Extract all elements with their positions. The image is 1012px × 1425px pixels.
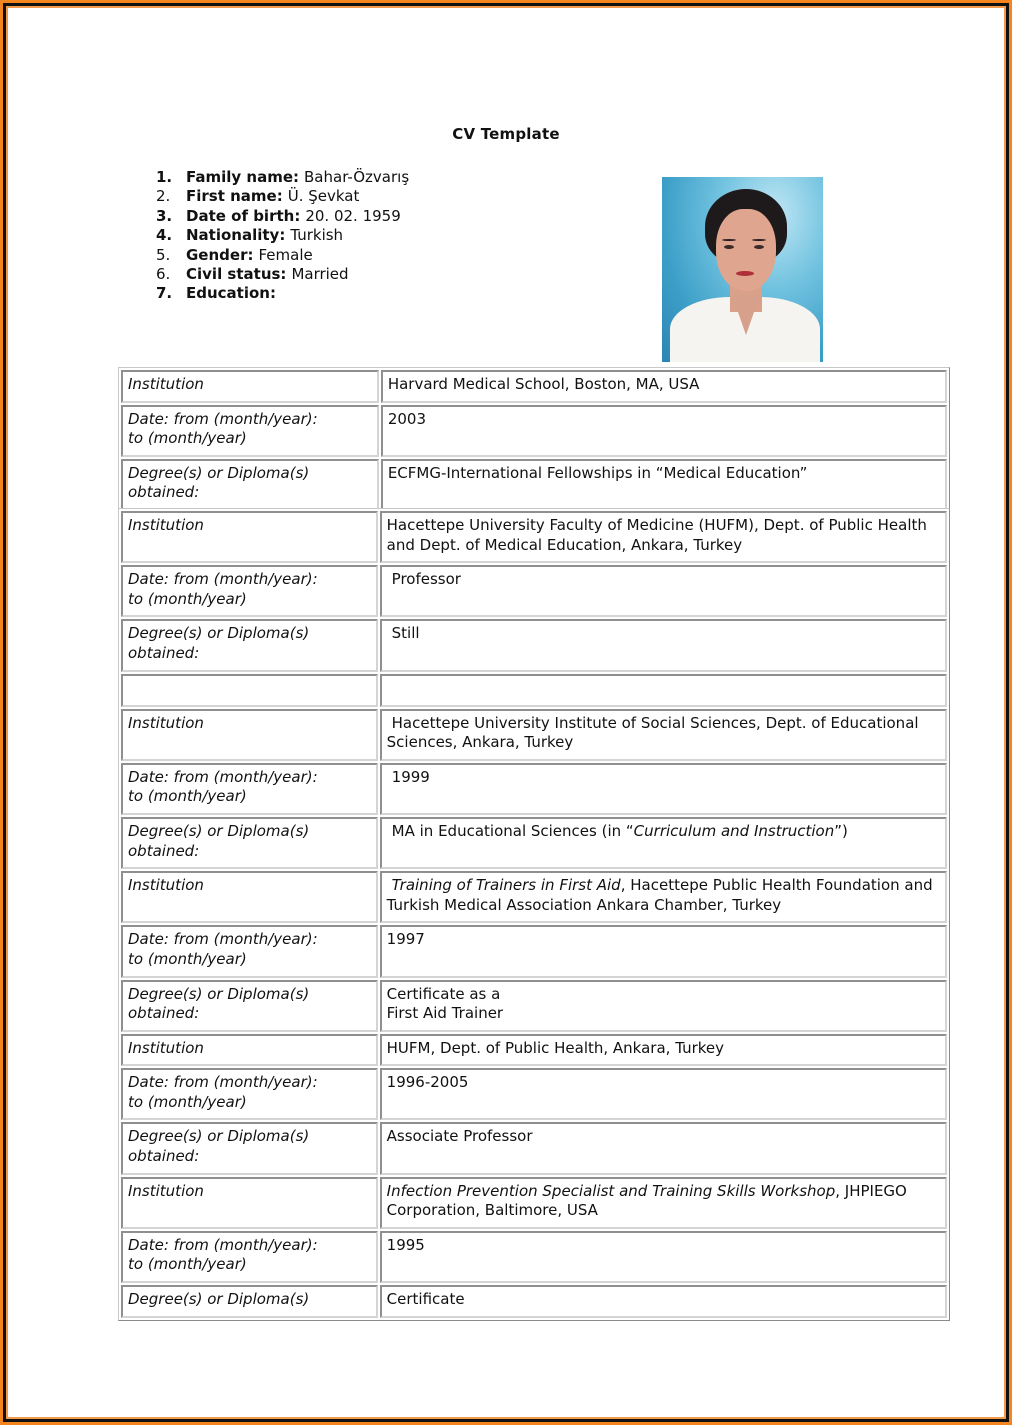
degree-line: First Aid Trainer <box>386 1004 504 1023</box>
label-cell <box>121 763 378 815</box>
table-row <box>121 925 947 977</box>
info-item-family-name <box>156 168 409 187</box>
degree-text: MA in Educational Sciences (in “ <box>391 821 634 840</box>
label-line: Date: from (month/year): <box>128 409 318 428</box>
item-number: 1. <box>156 168 173 186</box>
label-cell <box>121 980 378 1032</box>
table-row <box>121 619 947 671</box>
value-cell: 1995 <box>380 1231 947 1283</box>
label-cell: Institution <box>121 511 378 563</box>
label-cell: Degree(s) or Diploma(s) <box>121 1285 378 1318</box>
label-line: Date: from (month/year): <box>128 767 318 786</box>
value-cell: Associate Professor <box>380 1122 947 1174</box>
label-cell: Institution <box>121 370 379 403</box>
label-cell <box>121 1122 378 1174</box>
label-cell <box>121 565 378 617</box>
label-line: obtained: <box>128 1004 200 1023</box>
item-label: Education: <box>186 284 276 303</box>
value-cell: Hacettepe University Institute of Social Sciences, Dept. of Educational Sciences, Ankara, Turkey <box>380 709 947 761</box>
label-cell <box>121 619 378 671</box>
label-line: Degree(s) or Diploma(s) <box>128 1127 310 1146</box>
label-line: obtained: <box>128 643 200 662</box>
item-value: Bahar-Özvarış <box>304 168 410 186</box>
label-line: Date: from (month/year): <box>128 930 318 949</box>
item-number: 2. <box>156 187 171 206</box>
info-item-nationality <box>156 226 409 245</box>
education-table-1 <box>118 367 950 514</box>
table-row <box>121 1177 947 1229</box>
empty-separator-row <box>121 674 947 707</box>
document-title: CV Template <box>452 125 560 143</box>
label-line: obtained: <box>128 841 200 860</box>
photo-brow <box>752 239 766 241</box>
label-line: to (month/year) <box>128 787 247 806</box>
info-item-gender <box>156 246 409 265</box>
degree-text: ”) <box>834 821 848 840</box>
item-number: 7. <box>156 284 173 303</box>
info-item-first-name <box>156 187 409 206</box>
table-row <box>121 565 947 617</box>
label-cell <box>121 1068 378 1120</box>
education-table-2 <box>118 508 950 1321</box>
label-cell: Institution <box>121 709 378 761</box>
photo-eye <box>724 245 734 249</box>
institution-text: , Hacettepe Public Health Foundation and Turkish Medical Association Ankara Chamber, Turkey <box>386 876 933 914</box>
label-cell <box>121 1231 378 1283</box>
item-value: Ü. Şevkat <box>287 187 360 206</box>
label-line: to (month/year) <box>128 1092 247 1111</box>
table-row <box>121 763 947 815</box>
label-line: Date: from (month/year): <box>128 1073 318 1092</box>
label-cell <box>121 405 379 457</box>
item-value: 20. 02. 1959 <box>305 206 401 225</box>
label-line: Date: from (month/year): <box>128 570 318 589</box>
item-label: Gender: <box>186 245 254 264</box>
item-label: First name: <box>186 187 283 206</box>
portrait-photo <box>662 177 823 362</box>
table-row <box>121 871 947 923</box>
table-row <box>121 511 947 563</box>
label-line: to (month/year) <box>128 429 247 448</box>
table-row <box>121 1068 947 1120</box>
info-item-civil-status <box>156 265 409 284</box>
empty-cell <box>121 674 378 707</box>
degree-italic-text: Curriculum and Instruction <box>633 821 835 840</box>
item-value: Female <box>258 245 313 264</box>
table-row <box>121 370 947 403</box>
item-value: Married <box>291 265 349 284</box>
label-cell <box>121 459 379 511</box>
photo-lips <box>736 271 754 276</box>
label-line: Degree(s) or Diploma(s) <box>128 463 310 482</box>
table-row <box>121 709 947 761</box>
item-number: 4. <box>156 226 173 245</box>
label-cell: Institution <box>121 1034 378 1067</box>
value-cell: Harvard Medical School, Boston, MA, USA <box>381 370 947 403</box>
table-row <box>121 980 947 1032</box>
table-row <box>121 1285 947 1318</box>
table-row <box>121 1122 947 1174</box>
value-cell: HUFM, Dept. of Public Health, Ankara, Turkey <box>380 1034 947 1067</box>
value-cell: 1996-2005 <box>380 1068 947 1120</box>
label-line: Date: from (month/year): <box>128 1235 318 1254</box>
value-cell: 2003 <box>381 405 947 457</box>
label-cell: Institution <box>121 1177 378 1229</box>
item-value: Turkish <box>290 226 344 245</box>
label-line: to (month/year) <box>128 1255 247 1274</box>
label-line: to (month/year) <box>128 589 247 608</box>
value-cell: Hacettepe University Faculty of Medicine (HUFM), Dept. of Public Health and Dept. of Medical Education, Ankara, Turkey <box>380 511 947 563</box>
item-number: 5. <box>156 245 171 264</box>
item-number: 6. <box>156 265 171 284</box>
value-cell: 1997 <box>380 925 947 977</box>
label-cell <box>121 925 378 977</box>
label-line: to (month/year) <box>128 949 247 968</box>
value-cell <box>380 1177 947 1229</box>
institution-italic-text: Infection Prevention Specialist and Training Skills Workshop <box>386 1181 836 1200</box>
label-cell: Institution <box>121 871 378 923</box>
degree-line: Certificate as a <box>386 984 501 1003</box>
label-cell <box>121 817 378 869</box>
item-label: Civil status: <box>186 265 287 284</box>
photo-face <box>716 209 776 291</box>
info-item-education <box>156 284 409 303</box>
empty-cell <box>380 674 947 707</box>
value-cell: Still <box>380 619 947 671</box>
photo-brow <box>722 239 736 241</box>
institution-italic-text: Training of Trainers in First Aid <box>391 876 621 895</box>
personal-info-list <box>156 168 409 304</box>
value-cell <box>380 817 947 869</box>
label-line: Degree(s) or Diploma(s) <box>128 624 310 643</box>
item-label: Family name: <box>186 168 300 186</box>
item-number: 3. <box>156 206 173 225</box>
table-row <box>121 817 947 869</box>
institution-text: , JHPIEGO Corporation, Baltimore, USA <box>386 1181 907 1220</box>
table-row <box>121 459 947 511</box>
value-cell: 1999 <box>380 763 947 815</box>
value-cell <box>380 871 947 923</box>
info-item-date-of-birth <box>156 207 409 226</box>
photo-collar <box>732 295 760 335</box>
value-cell: Certificate <box>380 1285 947 1318</box>
label-line: Degree(s) or Diploma(s) <box>128 984 310 1003</box>
label-line: Degree(s) or Diploma(s) <box>128 821 310 840</box>
table-row <box>121 1034 947 1067</box>
value-cell: ECFMG-International Fellowships in “Medical Education” <box>381 459 947 511</box>
table-row <box>121 1231 947 1283</box>
label-line: obtained: <box>128 483 200 502</box>
value-cell <box>380 980 947 1032</box>
table-row <box>121 405 947 457</box>
label-line: obtained: <box>128 1147 200 1166</box>
item-label: Nationality: <box>186 226 286 245</box>
photo-eye <box>754 245 764 249</box>
item-label: Date of birth: <box>186 206 301 225</box>
value-cell: Professor <box>380 565 947 617</box>
